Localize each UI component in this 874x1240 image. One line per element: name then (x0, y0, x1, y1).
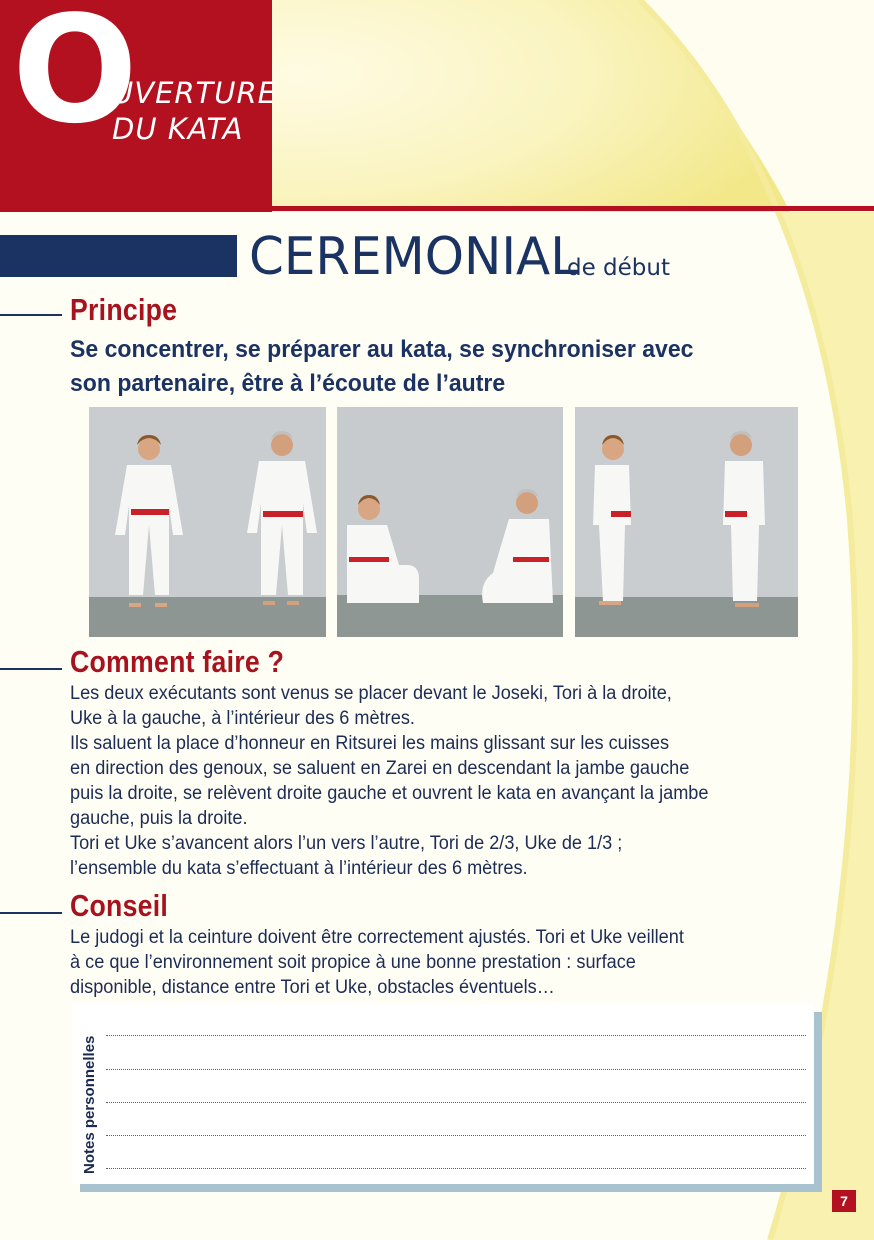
header-divider (0, 206, 874, 211)
judoka-standing-side-icon (575, 407, 798, 637)
notes-line[interactable] (106, 1135, 806, 1136)
comment-heading: Comment faire ? (70, 644, 285, 679)
conseil-line: disponible, distance entre Tori et Uke, obstacles éventuels… (70, 977, 555, 998)
comment-line: Uke à la gauche, à l’intérieur des 6 mètres. (70, 708, 415, 729)
notes-label: Notes personnelles (81, 1035, 98, 1174)
notes-line[interactable] (106, 1102, 806, 1103)
conseil-rule (0, 912, 62, 914)
conseil-line: à ce que l’environnement soit propice à une bonne prestation : surface (70, 952, 636, 973)
header-line-1: UVERTURE (112, 76, 277, 110)
conseil-heading: Conseil (70, 888, 169, 923)
lead-line: son partenaire, être à l’écoute de l’autre (70, 370, 506, 397)
comment-line: Tori et Uke s’avancent alors l’un vers l’autre, Tori de 2/3, Uke de 1/3 ; (70, 833, 623, 854)
page-subtitle: de début (567, 255, 671, 281)
judoka-standing-front-icon (89, 407, 326, 637)
comment-line: puis la droite, se relèvent droite gauche et ouvrent le kata en avançant la jambe (70, 783, 709, 804)
principe-lead (70, 333, 813, 401)
principe-heading: Principe (70, 292, 178, 327)
comment-line: l’ensemble du kata s’effectuant à l’intérieur des 6 mètres. (70, 858, 528, 879)
comment-line: Ils saluent la place d’honneur en Ritsurei les mains glissant sur les cuisses (70, 733, 670, 754)
page-number: 7 (832, 1190, 856, 1212)
header-initial: O (12, 0, 134, 156)
photo-standing-facing (89, 407, 326, 637)
conseil-line: Le judogi et la ceinture doivent être correctement ajustés. Tori et Uke veillent (70, 927, 684, 948)
notes-box[interactable] (72, 1004, 814, 1184)
comment-line: Les deux exécutants sont venus se placer devant le Joseki, Tori à la droite, (70, 683, 672, 704)
comment-line: gauche, puis la droite. (70, 808, 248, 829)
principe-rule (0, 314, 62, 316)
notes-line[interactable] (106, 1069, 806, 1070)
header-line-2: DU KATA (112, 112, 244, 146)
page-title: CEREMONIAL (249, 227, 579, 287)
title-accent-bar (0, 235, 237, 277)
photo-standing-profile (575, 407, 798, 637)
comment-rule (0, 668, 62, 670)
notes-line[interactable] (106, 1168, 806, 1169)
judoka-kneeling-zarei-icon (337, 407, 563, 637)
comment-line: en direction des genoux, se saluent en Zarei en descendant la jambe gauche (70, 758, 690, 779)
notes-line[interactable] (106, 1035, 806, 1036)
conseil-body (70, 925, 824, 1000)
photo-kneeling (337, 407, 563, 637)
lead-line: Se concentrer, se préparer au kata, se synchroniser avec (70, 336, 694, 363)
comment-body (70, 681, 824, 881)
